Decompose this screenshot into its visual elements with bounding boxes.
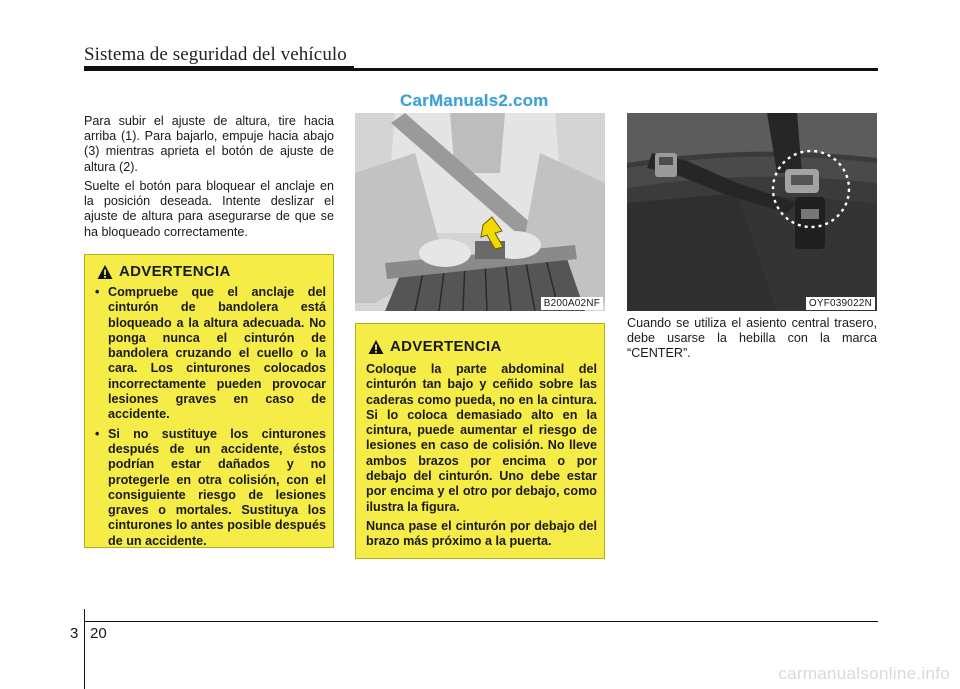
height-adjust-paragraph: Para subir el ajuste de altura, tire hacia arriba (1). Para bajarlo, empuje hacia abajo (3) mientras aprieta el botón de ajuste de altura (2). [84, 114, 334, 174]
warning-triangle-icon [368, 339, 384, 355]
warning-list [94, 285, 326, 553]
warning-heading [368, 338, 502, 355]
warning-triangle-icon [97, 264, 113, 280]
warning-heading [97, 263, 231, 280]
seatbelt-lap-photo [355, 113, 605, 311]
warning-box-lap-belt [355, 323, 605, 559]
seatbelt-lap-illustration [355, 113, 605, 311]
lock-anchor-paragraph: Suelte el botón para bloquear el anclaje en la posición deseada. Intente deslizar el ajuste de altura para asegurarse de que se ha bloqueado correctamente. [84, 179, 334, 239]
warning-title: ADVERTENCIA [390, 338, 502, 355]
figure-code: OYF039022N [806, 297, 875, 310]
section-number: 3 [70, 625, 79, 642]
center-buckle-photo [627, 113, 877, 311]
warning-item: • Compruebe que el anclaje del cinturón de bandolera está bloqueado a la altura adecuada. No ponga nunca el cinturón de bandolera cruzando el cuello o la cara. Los cinturones colocados incorrectamente pueden provocar lesiones graves en caso de accidente. [94, 285, 326, 423]
warning-title: ADVERTENCIA [119, 263, 231, 280]
site-watermark: carmanualsonline.info [778, 664, 950, 683]
warning-paragraph: Coloque la parte abdominal del cinturón tan bajo y ceñido sobre las caderas como pueda, no en la cintura. Si lo coloca demasiado alto en la cintura, puede aumentar el riesgo de lesiones en caso de colisión. No lleve ambos brazos por encima o por debajo del cinturón. Uno debe estar por encima y el otro por debajo, como ilustra la figura. [366, 362, 597, 514]
warning-body [366, 362, 597, 554]
warning-paragraph: Nunca pase el cinturón por debajo del brazo más próximo a la puerta. [366, 518, 597, 549]
warning-item: • Si no sustituye los cinturones después de un accidente, éstos podrían estar dañados y no protegerle en otra colisión, con el consiguiente riesgo de lesiones graves o mortales. Sustituya los cinturones lo antes posible después de un accidente. [94, 427, 326, 549]
center-buckle-illustration [627, 113, 877, 311]
page-header-title: Sistema de seguridad del vehículo [84, 44, 347, 65]
footer-rule [84, 621, 878, 622]
watermark-text: CarManuals2.com [400, 91, 549, 110]
footer-vertical-rule [84, 609, 85, 689]
header-rule [84, 68, 878, 71]
center-buckle-caption: Cuando se utiliza el asiento central trasero, debe usarse la hebilla con la marca “CENTER”. [627, 316, 877, 361]
page-number: 20 [90, 625, 107, 642]
warning-box-shoulder-belt [84, 254, 334, 548]
figure-code: B200A02NF [541, 297, 603, 310]
